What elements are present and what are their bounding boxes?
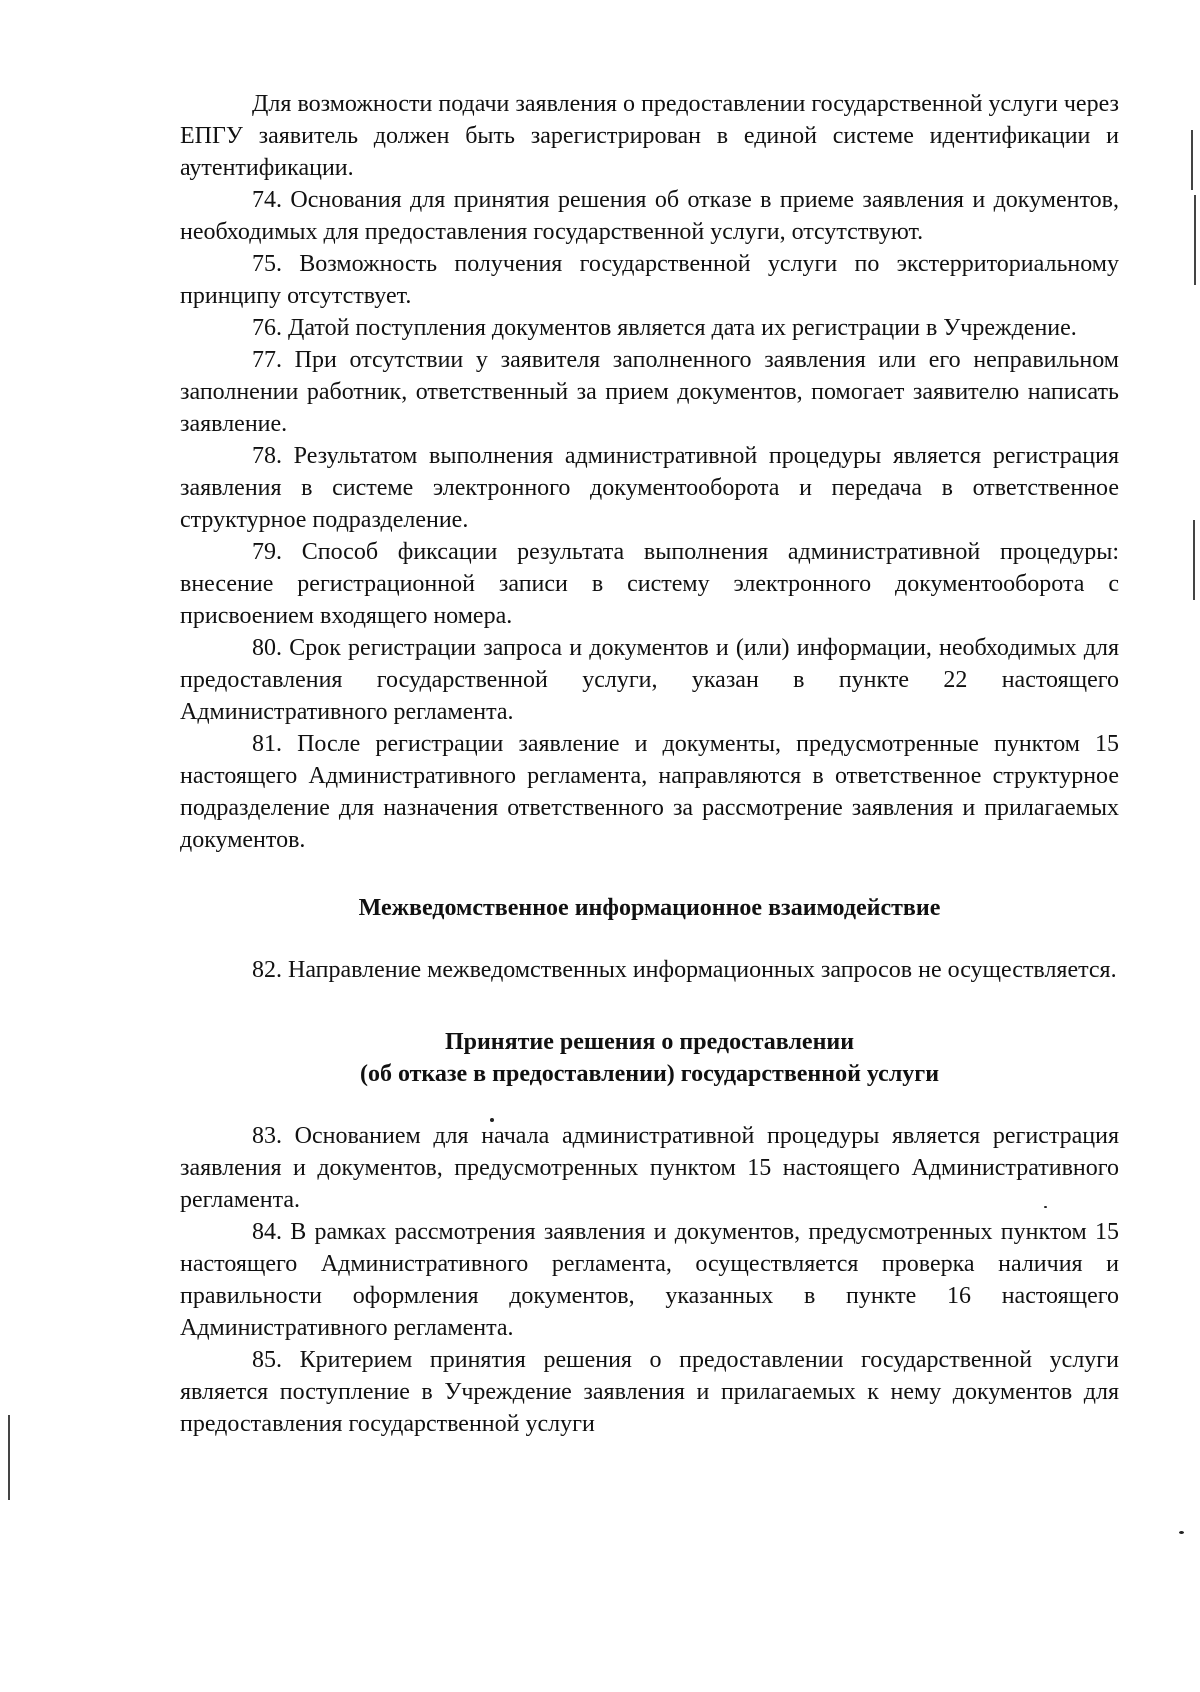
document-page <box>180 88 1119 1440</box>
section-heading-decision-line-1: Принятие решения о предоставлении <box>444 1029 855 1055</box>
paragraph-76: 76. Датой поступления документов является дата их регистрации в Учреждение. <box>252 315 1077 341</box>
paragraph-79: 79. Способ фиксации результата выполнения административной процедуры: внесение регистрационной записи в систему электронного документооборота с присвоением входящего номера. <box>180 539 1119 629</box>
paragraph-84: 84. В рамках рассмотрения заявления и документов, предусмотренных пунктом 15 настоящего Административного регламента, осуществляется проверка наличия и правильности оформления документов, указанных в пункте 16 настоящего Административного регламента. <box>180 1219 1119 1341</box>
paragraph-78: 78. Результатом выполнения административной процедуры является регистрация заявления в системе электронного документооборота и передача в ответственное структурное подразделение. <box>180 443 1119 533</box>
paragraph-77: 77. При отсутствии у заявителя заполненного заявления или его неправильном заполнении работник, ответственный за прием документов, помогает заявителю написать заявление. <box>180 347 1119 437</box>
section-heading-interagency: Межведомственное информационное взаимодействие <box>358 895 941 921</box>
paragraph-81: 81. После регистрации заявление и документы, предусмотренные пунктом 15 настоящего Административного регламента, направляются в ответственное структурное подразделение для назначения ответственного за рассмотрение заявления и прилагаемых документов. <box>180 731 1119 853</box>
section-heading-decision <box>180 1026 1119 1090</box>
scan-edge-mark-right-top <box>1191 130 1193 190</box>
section-heading-decision-line-2: (об отказе в предоставлении) государственной услуги <box>359 1061 940 1087</box>
paragraph-82: 82. Направление межведомственных информационных запросов не осуществляется. <box>252 957 1117 983</box>
scan-edge-mark-right-low <box>1193 520 1195 600</box>
paragraph-75: 75. Возможность получения государственной услуги по экстерриториальному принципу отсутствует. <box>180 251 1119 309</box>
scan-speck-3 <box>1044 1206 1047 1208</box>
scan-speck-2 <box>1179 1531 1184 1534</box>
scan-edge-mark-left <box>8 1415 10 1500</box>
scan-edge-mark-right-mid <box>1194 195 1196 285</box>
scan-speck-1 <box>490 1118 494 1122</box>
paragraph-85: 85. Критерием принятия решения о предоставлении государственной услуги является поступление в Учреждение заявления и прилагаемых к нему документов для предоставления государственной услуги <box>180 1347 1119 1437</box>
paragraph-80: 80. Срок регистрации запроса и документов и (или) информации, необходимых для предоставления государственной услуги, указан в пункте 22 настоящего Административного регламента. <box>180 635 1119 725</box>
paragraph-83: 83. Основанием для начала административной процедуры является регистрация заявления и документов, предусмотренных пунктом 15 настоящего Административного регламента. <box>180 1123 1119 1213</box>
paragraph-intro: Для возможности подачи заявления о предоставлении государственной услуги через ЕПГУ заявитель должен быть зарегистрирован в единой системе идентификации и аутентификации. <box>180 91 1119 181</box>
paragraph-74: 74. Основания для принятия решения об отказе в приеме заявления и документов, необходимых для предоставления государственной услуги, отсутствуют. <box>180 187 1119 245</box>
